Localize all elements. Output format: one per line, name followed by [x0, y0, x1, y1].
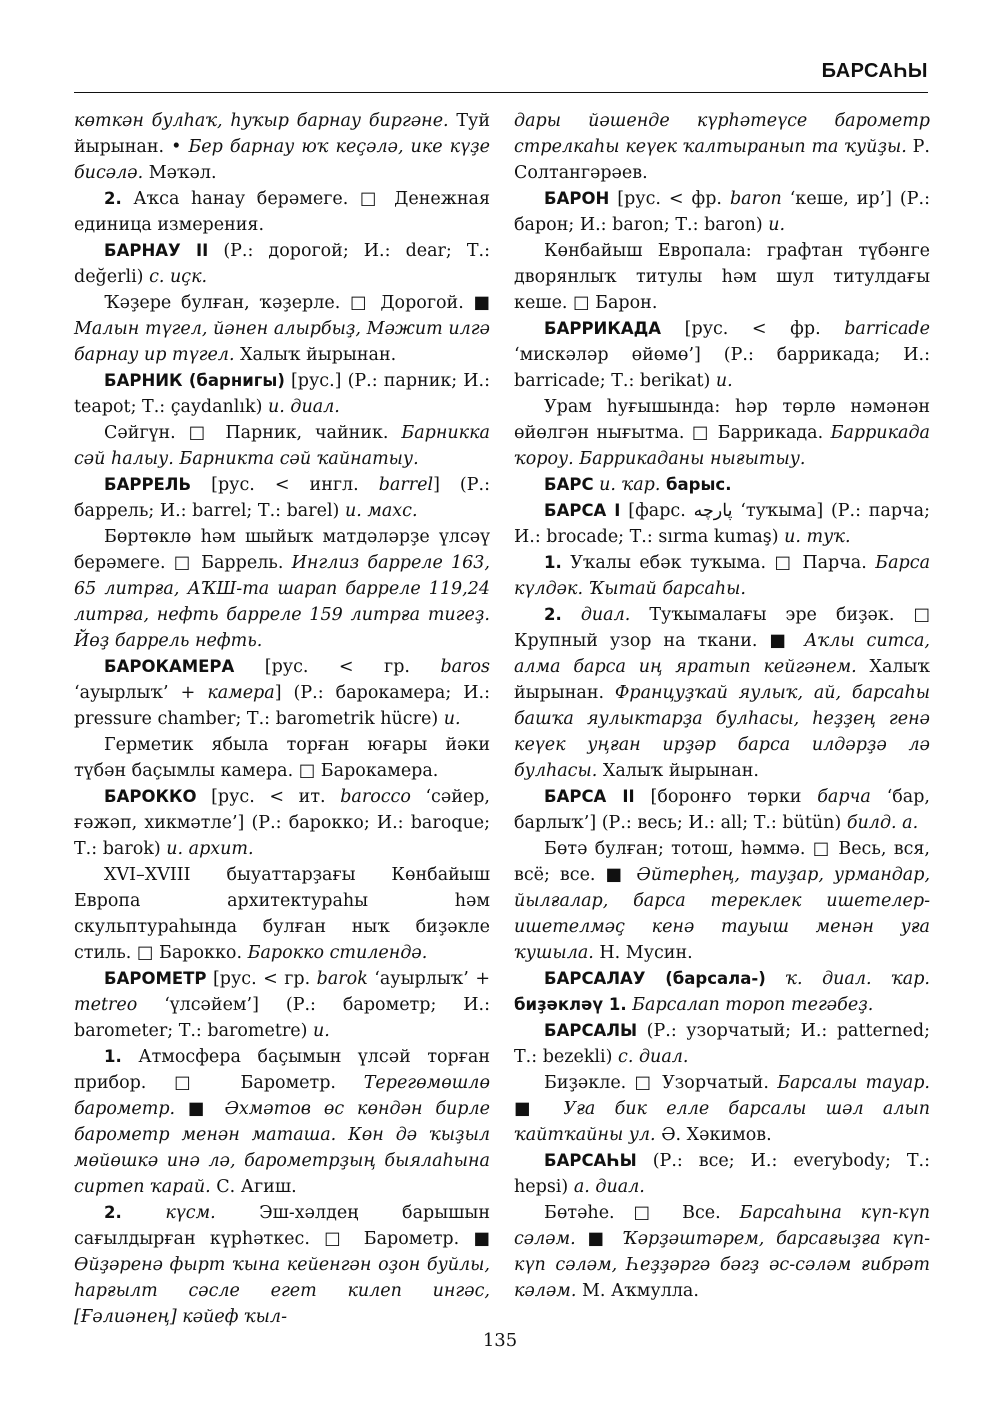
- dictionary-paragraph: [74, 420, 490, 472]
- body-text: Аҡса һанау берәмеге. □ Денежная единица измерения.: [74, 189, 490, 235]
- dictionary-paragraph: [514, 238, 930, 316]
- italic-text: Барсалы тауар.: [777, 1073, 930, 1093]
- body-text: XVI–XVIII быуаттарҙағы Көнбайыш Европа архитектураһы һәм скульптураһында булған ныҡ биҙәкле стиль. □ Барокко.: [74, 865, 490, 963]
- italic-text: Барникка сәй һалыу. Барникта сәй ҡайнатыу.: [74, 423, 490, 469]
- body-text: Бөтәһе. □ Все.: [544, 1203, 740, 1223]
- italic-text: Аҡлы ситса, алма барса иң яратып кейгәнем.: [514, 631, 930, 677]
- italic-text: barricade: [844, 319, 930, 339]
- italic-text: Өйҙәренә фырт ҡына кейенгән оҙон буйлы, һарғылт сәсле егет килеп ингәс, [Ғәлиәнең] кәйеф ҡыл-: [74, 1255, 490, 1327]
- body-text: Көнбайыш Европала: графтан түбәнге дворянлыҡ титулы һәм шул титулдағы кеше. □ Барон.: [514, 241, 930, 313]
- body-text: (Р.: все; И.: everybody; Т.: hepsi): [514, 1151, 930, 1197]
- body-text: Туҡымалағы эре биҙәк. □ Крупный узор на ткани. ■: [514, 605, 930, 651]
- body-text: Бөтә булған; тотош, һәммә. □ Весь, вся, всё; все. ■: [514, 839, 930, 885]
- headword: биҙәкләү 1.: [514, 995, 627, 1014]
- body-text: [рус. < ингл.: [191, 475, 379, 495]
- body-text: ‘бар, барлыҡ’] (Р.: весь; И.: all; Т.: bütün): [514, 787, 930, 833]
- body-text: М. Аҡмулла.: [576, 1281, 699, 1301]
- italic-text: диал.: [580, 605, 631, 625]
- body-text: Биҙәкле. □ Узорчатый.: [544, 1073, 778, 1093]
- headword: 2.: [104, 1203, 122, 1222]
- italic-text: и.: [715, 371, 733, 391]
- italic-text: и. архит.: [166, 839, 254, 859]
- dictionary-paragraph: [514, 966, 930, 1018]
- italic-text: камера: [207, 683, 275, 703]
- headword: БАРСА II: [544, 787, 635, 806]
- body-text: ] (Р.: баррель; И.: barrel; Т.: barel): [74, 475, 490, 521]
- body-text: (Р.: узорчатый; И.: patterned; Т.: bezekli): [514, 1021, 930, 1067]
- body-text: Герметик ябыла торған юғары йәки түбән баҫымлы камера. □ Барокамера.: [74, 735, 490, 781]
- headword: 2.: [544, 605, 562, 624]
- body-text: [рус. < гр.: [206, 969, 317, 989]
- italic-text: и.: [768, 215, 786, 235]
- body-text: Халыҡ йырынан.: [234, 345, 397, 365]
- body-text: [рус. < фр.: [661, 319, 845, 339]
- headword: 1.: [544, 553, 562, 572]
- dictionary-paragraph: [74, 472, 490, 524]
- body-text: Мәҡәл.: [143, 163, 217, 183]
- body-text: (Р.: дорогой; И.: dear; Т.: değerli): [74, 241, 491, 287]
- header-rule: [74, 92, 928, 93]
- body-text: ‘ауырлыҡ’ +: [367, 969, 490, 989]
- dictionary-paragraph: [514, 1148, 930, 1200]
- dictionary-paragraph: [74, 524, 490, 654]
- italic-text: barocco: [340, 787, 411, 807]
- italic-text: и. туҡ.: [784, 527, 851, 547]
- headword: БАРСАЛЫ: [544, 1021, 638, 1040]
- dictionary-paragraph: [514, 550, 930, 602]
- running-head: БАРСАҺЫ: [821, 60, 928, 82]
- italic-text: Әйтерһең, тауҙар, урмандар, йылғалар, барса тереклек ишетелер-ишетелмәҫ кенә тауыш менән уға ҡушыла.: [514, 865, 931, 963]
- body-text: Ә. Хәкимов.: [655, 1125, 772, 1145]
- italic-text: Француҙҡай яулыҡ, ай, барсаһы башҡа яулыктарҙа булһасы, һеҙҙең генә кеүек уңған ирҙәр барса илдәрҙә лә булһасы.: [514, 683, 930, 781]
- dictionary-paragraph: [514, 498, 930, 550]
- body-text: [рус. < фр.: [609, 189, 730, 209]
- body-text: ■: [514, 1099, 564, 1119]
- dictionary-paragraph: [74, 1044, 490, 1200]
- dictionary-paragraph: [74, 1200, 490, 1330]
- dictionary-paragraph: [74, 862, 490, 966]
- dictionary-paragraph: [74, 784, 490, 862]
- body-text: [рус. < гр.: [234, 657, 441, 677]
- body-text: [рус.] (Р.: парник; И.: teapot; Т.: çaydanlık): [74, 371, 490, 417]
- headword: 2.: [104, 189, 122, 208]
- dictionary-paragraph: [514, 784, 930, 836]
- body-text: ‘кеше, ир’] (Р.: барон; И.: baron; Т.: baron): [514, 189, 930, 235]
- body-text: ‘үлсәйем’] (Р.: барометр; И.: barometer; Т.: barometre): [74, 995, 490, 1041]
- body-text: Эш-хәлдең барышын сағылдырған күрһәткес. □ Барометр. ■: [74, 1203, 490, 1249]
- italic-text: и. диал.: [267, 397, 340, 417]
- italic-text: күсм.: [165, 1203, 216, 1223]
- body-text: Халыҡ йырынан.: [597, 761, 759, 781]
- dictionary-paragraph: [514, 1070, 930, 1148]
- body-text: Р. Солтангәрәев.: [514, 137, 930, 183]
- dictionary-paragraph: [74, 966, 490, 1044]
- italic-text: и.: [443, 709, 461, 729]
- italic-text: Бер барнау юҡ кеҫәлә, ике күҙе бисәлә.: [74, 137, 490, 183]
- headword: БАРОККО: [104, 787, 197, 806]
- headword: БАРСАҺЫ: [544, 1151, 637, 1170]
- headword: БАРОН: [544, 189, 610, 208]
- italic-text: ҡ. диал. ҡар.: [785, 969, 930, 989]
- italic-text: дары йәшенде күрһәтеүсе барометр стрелкаһы кеүек ҡалтыранып та ҡуйҙы.: [514, 111, 930, 157]
- body-text: ■: [175, 1099, 225, 1119]
- dictionary-paragraph: [514, 394, 930, 472]
- body-text: ■: [575, 1229, 623, 1249]
- italic-text: baron: [729, 189, 782, 209]
- dictionary-paragraph: [514, 1018, 930, 1070]
- right-column: [514, 108, 930, 1304]
- italic-text: barrel: [378, 475, 434, 495]
- italic-text: Барсалап тороп тегәбеҙ.: [632, 995, 874, 1015]
- headword: БАРНАУ II: [104, 241, 209, 260]
- body-text: ] (Р.: барокамера; И.: pressure chamber; Т.: barometrik hücre): [74, 683, 490, 729]
- italic-text: metreo: [74, 995, 138, 1015]
- dictionary-paragraph: [74, 238, 490, 290]
- dictionary-paragraph: [74, 368, 490, 420]
- italic-text: Барсаһына күп-күп сәләм.: [514, 1203, 930, 1249]
- body-text: Сәйгүн. □ Парник, чайник.: [104, 423, 402, 443]
- italic-text: көткән булһаҡ, һуҡыр барнау биргәне.: [74, 111, 449, 131]
- italic-text: барча: [817, 787, 871, 807]
- headword: БАРРИКАДА: [544, 319, 662, 338]
- page-number: 135: [482, 1330, 518, 1351]
- body-text: ‘мискәләр өйөмө’] (Р.: баррикада; И.: barricade; Т.: berikat): [514, 345, 930, 391]
- dictionary-paragraph: [74, 290, 490, 368]
- dictionary-paragraph: [74, 186, 490, 238]
- body-text: Уҡалы ебәк туҡыма. □ Парча.: [561, 553, 876, 573]
- body-text: [фарс. پارچه ‘туҡыма] (Р.: парча; И.: brocade; Т.: sırma kumaş): [514, 501, 931, 547]
- body-text: [боронғо төрки: [634, 787, 818, 807]
- italic-text: и.: [313, 1021, 330, 1041]
- body-text: Атмосфера баҫымын үлсәй торған прибор. □ Барометр.: [74, 1047, 490, 1093]
- dictionary-paragraph: [514, 602, 930, 784]
- body-text: [766, 969, 786, 989]
- headword: БАРОКАМЕРА: [104, 657, 235, 676]
- headword: 1.: [104, 1047, 122, 1066]
- left-column: [74, 108, 490, 1330]
- body-text: Ҡәҙере булған, ҡәҙерле. □ Дорогой. ■: [104, 293, 490, 313]
- body-text: С. Агиш.: [210, 1177, 297, 1197]
- headword: БАРОМЕТР: [104, 969, 207, 988]
- body-text: Урам һуғышында: һәр төрлө нәмәнән өйөлгән нығытма. □ Баррикада.: [514, 397, 930, 443]
- body-text: ‘сәйер, ғәжәп, хикмәтле’] (Р.: барокко; И.: baroque; Т.: barok): [74, 787, 490, 859]
- dictionary-paragraph: [74, 732, 490, 784]
- italic-text: Барса күлдәк. Ҡытай барсаһы.: [514, 553, 930, 599]
- dictionary-paragraph: [514, 1200, 930, 1304]
- body-text: ‘ауырлыҡ’ +: [74, 683, 208, 703]
- italic-text: Баррикада ҡороу. Баррикаданы нығытыу.: [514, 423, 930, 469]
- headword: БАРСАЛАУ (барсала-): [544, 969, 766, 988]
- dictionary-paragraph: [74, 108, 490, 186]
- body-text: Халыҡ йырынан.: [514, 657, 930, 703]
- italic-text: baros: [440, 657, 490, 677]
- italic-text: Ҡәрҙәштәрем, барсағыҙға күп-күп сәләм, Һеҙҙәргә бәгҙ әс-сәләм ғибрәт кәләм.: [514, 1229, 930, 1301]
- headword: БАРРЕЛЬ: [104, 475, 192, 494]
- body-text: [рус. < ит.: [196, 787, 341, 807]
- headword: БАРС: [544, 475, 594, 494]
- body-text: [562, 605, 581, 625]
- dictionary-paragraph: [514, 186, 930, 238]
- headword: барыс.: [666, 475, 732, 494]
- italic-text: Малын түгел, йәнен алырбыҙ, Мәжит илгә барнау ир түгел.: [74, 319, 490, 365]
- headword: БАРСА I: [544, 501, 621, 520]
- dictionary-paragraph: [74, 654, 490, 732]
- italic-text: с. иҫк.: [149, 267, 208, 287]
- italic-text: Уға бик елле барсалы шәл алып ҡайтҡайны ул.: [514, 1099, 930, 1145]
- dictionary-paragraph: [514, 836, 930, 966]
- body-text: [122, 1203, 166, 1223]
- italic-text: билд. а.: [846, 813, 919, 833]
- body-text: Н. Мусин.: [593, 943, 693, 963]
- italic-text: Инглиз барреле 163, 65 литрға, АҠШ-та шарап барреле 119,24 литрға, нефть барреле 159 литрға тигеҙ. Йөҙ баррель нефть.: [74, 553, 490, 651]
- body-text: Туй йырынан. •: [74, 111, 490, 157]
- italic-text: и. махс.: [344, 501, 418, 521]
- headword: БАРНИК (барнигы): [104, 371, 285, 390]
- dictionary-paragraph: [514, 108, 930, 186]
- italic-text: и. ҡар.: [599, 475, 661, 495]
- italic-text: barok: [316, 969, 368, 989]
- italic-text: а. диал.: [573, 1177, 645, 1197]
- body-text: Бөртөклө һәм шыйыҡ матдәләрҙе үлсәү берәмеге. □ Баррель.: [74, 527, 490, 573]
- italic-text: с. диал.: [618, 1047, 689, 1067]
- dictionary-paragraph: [514, 472, 930, 498]
- dictionary-paragraph: [514, 316, 930, 394]
- italic-text: Терегөмөшлө барометр.: [74, 1073, 490, 1119]
- italic-text: Барокко стилендә.: [247, 943, 428, 963]
- italic-text: Әхмәтов өс көндән бирле барометр менән маташа. Көн дә ҡыҙыл мөйөшкә инә лә, барометрҙың быялаһына сиртеп ҡарай.: [74, 1099, 490, 1197]
